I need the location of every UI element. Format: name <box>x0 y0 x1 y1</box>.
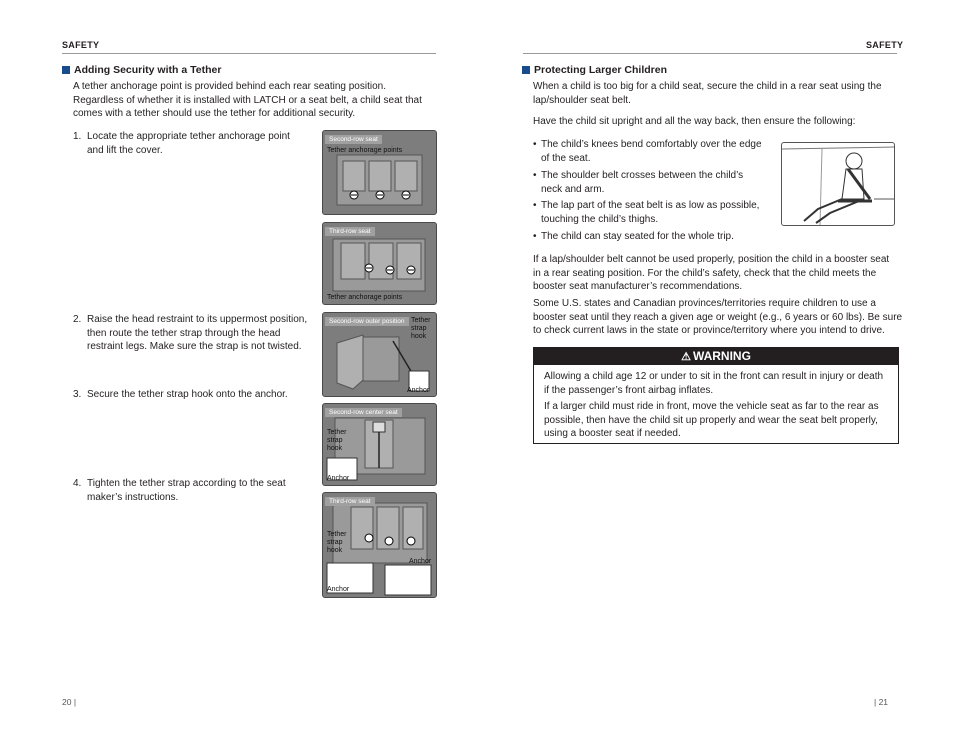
right-page-number: | 21 <box>874 697 889 707</box>
right-section-title-text: Protecting Larger Children <box>534 64 668 76</box>
right-para1 <box>533 253 889 294</box>
para-line: booster seat manufacturer’s recommendations. <box>533 281 743 292</box>
right-header-rule <box>523 53 897 54</box>
warning-line: possible, then have the child sit up properly and wear the seat belt properly, <box>544 414 878 426</box>
figure-caption-anchor: Anchor <box>409 558 432 565</box>
warning-line: Allowing a child age 12 or under to sit in the front can result in injury or death <box>544 371 884 382</box>
figure-second-row-center <box>322 403 437 486</box>
section-square-icon <box>62 66 70 74</box>
step-line: Raise the head restraint to its uppermost position, <box>87 314 308 325</box>
left-intro-line: A tether anchorage point is provided behind each rear seating position. <box>73 81 386 92</box>
step-line: maker’s instructions. <box>87 491 179 503</box>
figure-tag: Second-row center seat <box>325 408 402 417</box>
right-page-header: SAFETY <box>866 40 904 50</box>
step-number: 2. <box>73 314 82 325</box>
warning-header <box>534 348 898 365</box>
right-section-title <box>522 64 667 76</box>
figure-third-row-hook <box>322 492 437 598</box>
bullet-dot-icon: • <box>533 139 537 150</box>
right-intro <box>533 80 882 107</box>
figure-second-row-anchorage <box>322 130 437 215</box>
bullet-line: The shoulder belt crosses between the child’s <box>541 170 744 181</box>
step-number: 1. <box>73 131 82 142</box>
right-check-line: Have the child sit upright and all the way back, then ensure the following: <box>533 116 856 127</box>
para-line: in a rear seating position. For the child’s safety, check that the child meets the <box>533 267 877 279</box>
left-page-number: 20 | <box>62 697 77 707</box>
figure-caption-hook: Tether strap hook <box>327 531 347 554</box>
warning-line: if the passenger’s front airbag inflates. <box>544 384 714 396</box>
bullet-line: of the seat. <box>541 152 591 164</box>
step-line: then route the tether strap through the head <box>87 327 281 339</box>
para-line: If a lap/shoulder belt cannot be used properly, position the child in a booster seat <box>533 254 890 265</box>
bullet-dot-icon: • <box>533 231 537 242</box>
step-number: 3. <box>73 389 82 400</box>
warning-p2 <box>544 400 879 441</box>
para-line: to check current laws in the state or province/territory where you intend to drive. <box>533 325 885 336</box>
bullet-line: The lap part of the seat belt is as low as possible, <box>541 200 760 211</box>
left-section-title <box>62 64 221 76</box>
figure-tag: Second-row seat <box>325 135 382 144</box>
figure-tag: Third-row seat <box>325 497 375 506</box>
figure-caption-anchor: Anchor <box>327 475 350 482</box>
figure-caption: Tether anchorage points <box>327 294 403 301</box>
warning-p1 <box>544 370 883 397</box>
left-intro-line: Regardless of whether it is installed with LATCH or a seat belt, a child seat that <box>73 94 422 106</box>
figure-caption-hook: Tether strap hook <box>327 429 347 452</box>
bullet-dot-icon: • <box>533 170 537 181</box>
figure-caption-anchor: Anchor <box>327 586 350 593</box>
warning-line: using a booster seat if needed. <box>544 428 681 439</box>
para-line: booster seat until they reach a given age or weight (e.g., 6 years or 60 lbs). Be sure <box>533 311 903 323</box>
left-page-header: SAFETY <box>62 40 100 50</box>
warning-line: If a larger child must ride in front, move the vehicle seat as far to the rear as <box>544 401 879 412</box>
child-in-seat-icon <box>782 143 894 225</box>
bullet-line: The child can stay seated for the whole trip. <box>541 231 734 242</box>
left-intro-line: comes with a tether should use the tether for additional security. <box>73 108 356 119</box>
figure-second-row-outer <box>322 312 437 397</box>
figure-caption-anchor: Anchor <box>407 387 430 394</box>
bullet-dot-icon: • <box>533 200 537 211</box>
bullet-line: touching the child’s thighs. <box>541 213 659 225</box>
left-intro <box>73 80 422 121</box>
warning-box <box>533 347 899 444</box>
warning-title: WARNING <box>692 349 751 363</box>
step-line: Secure the tether strap hook onto the anchor. <box>87 389 288 400</box>
para-line: Some U.S. states and Canadian provinces/territories require children to use a <box>533 298 876 309</box>
step-number: 4. <box>73 478 82 489</box>
right-para2 <box>533 297 902 338</box>
step-line: Tighten the tether strap according to the seat <box>87 478 286 489</box>
left-header-rule <box>62 53 436 54</box>
child-seatbelt-illustration <box>781 142 895 226</box>
step-line: Locate the appropriate tether anchorage point <box>87 131 290 142</box>
figure-third-row-anchorage <box>322 222 437 305</box>
right-intro-line: lap/shoulder seat belt. <box>533 94 631 106</box>
step-line: restraint legs. Make sure the strap is not twisted. <box>87 341 302 352</box>
section-square-icon <box>522 66 530 74</box>
warning-triangle-icon: ⚠ <box>681 351 691 363</box>
step-line: and lift the cover. <box>87 144 163 156</box>
figure-tag: Third-row seat <box>325 227 375 236</box>
left-section-title-text: Adding Security with a Tether <box>74 64 222 76</box>
figure-caption: Tether anchorage points <box>327 147 403 154</box>
figure-caption-hook: Tether strap hook <box>411 317 431 340</box>
bullet-line: neck and arm. <box>541 183 605 195</box>
figure-tag: Second-row outer position <box>325 317 409 326</box>
bullet-line: The child’s knees bend comfortably over the edge <box>541 139 762 150</box>
right-intro-line: When a child is too big for a child seat, secure the child in a rear seat using the <box>533 81 882 92</box>
